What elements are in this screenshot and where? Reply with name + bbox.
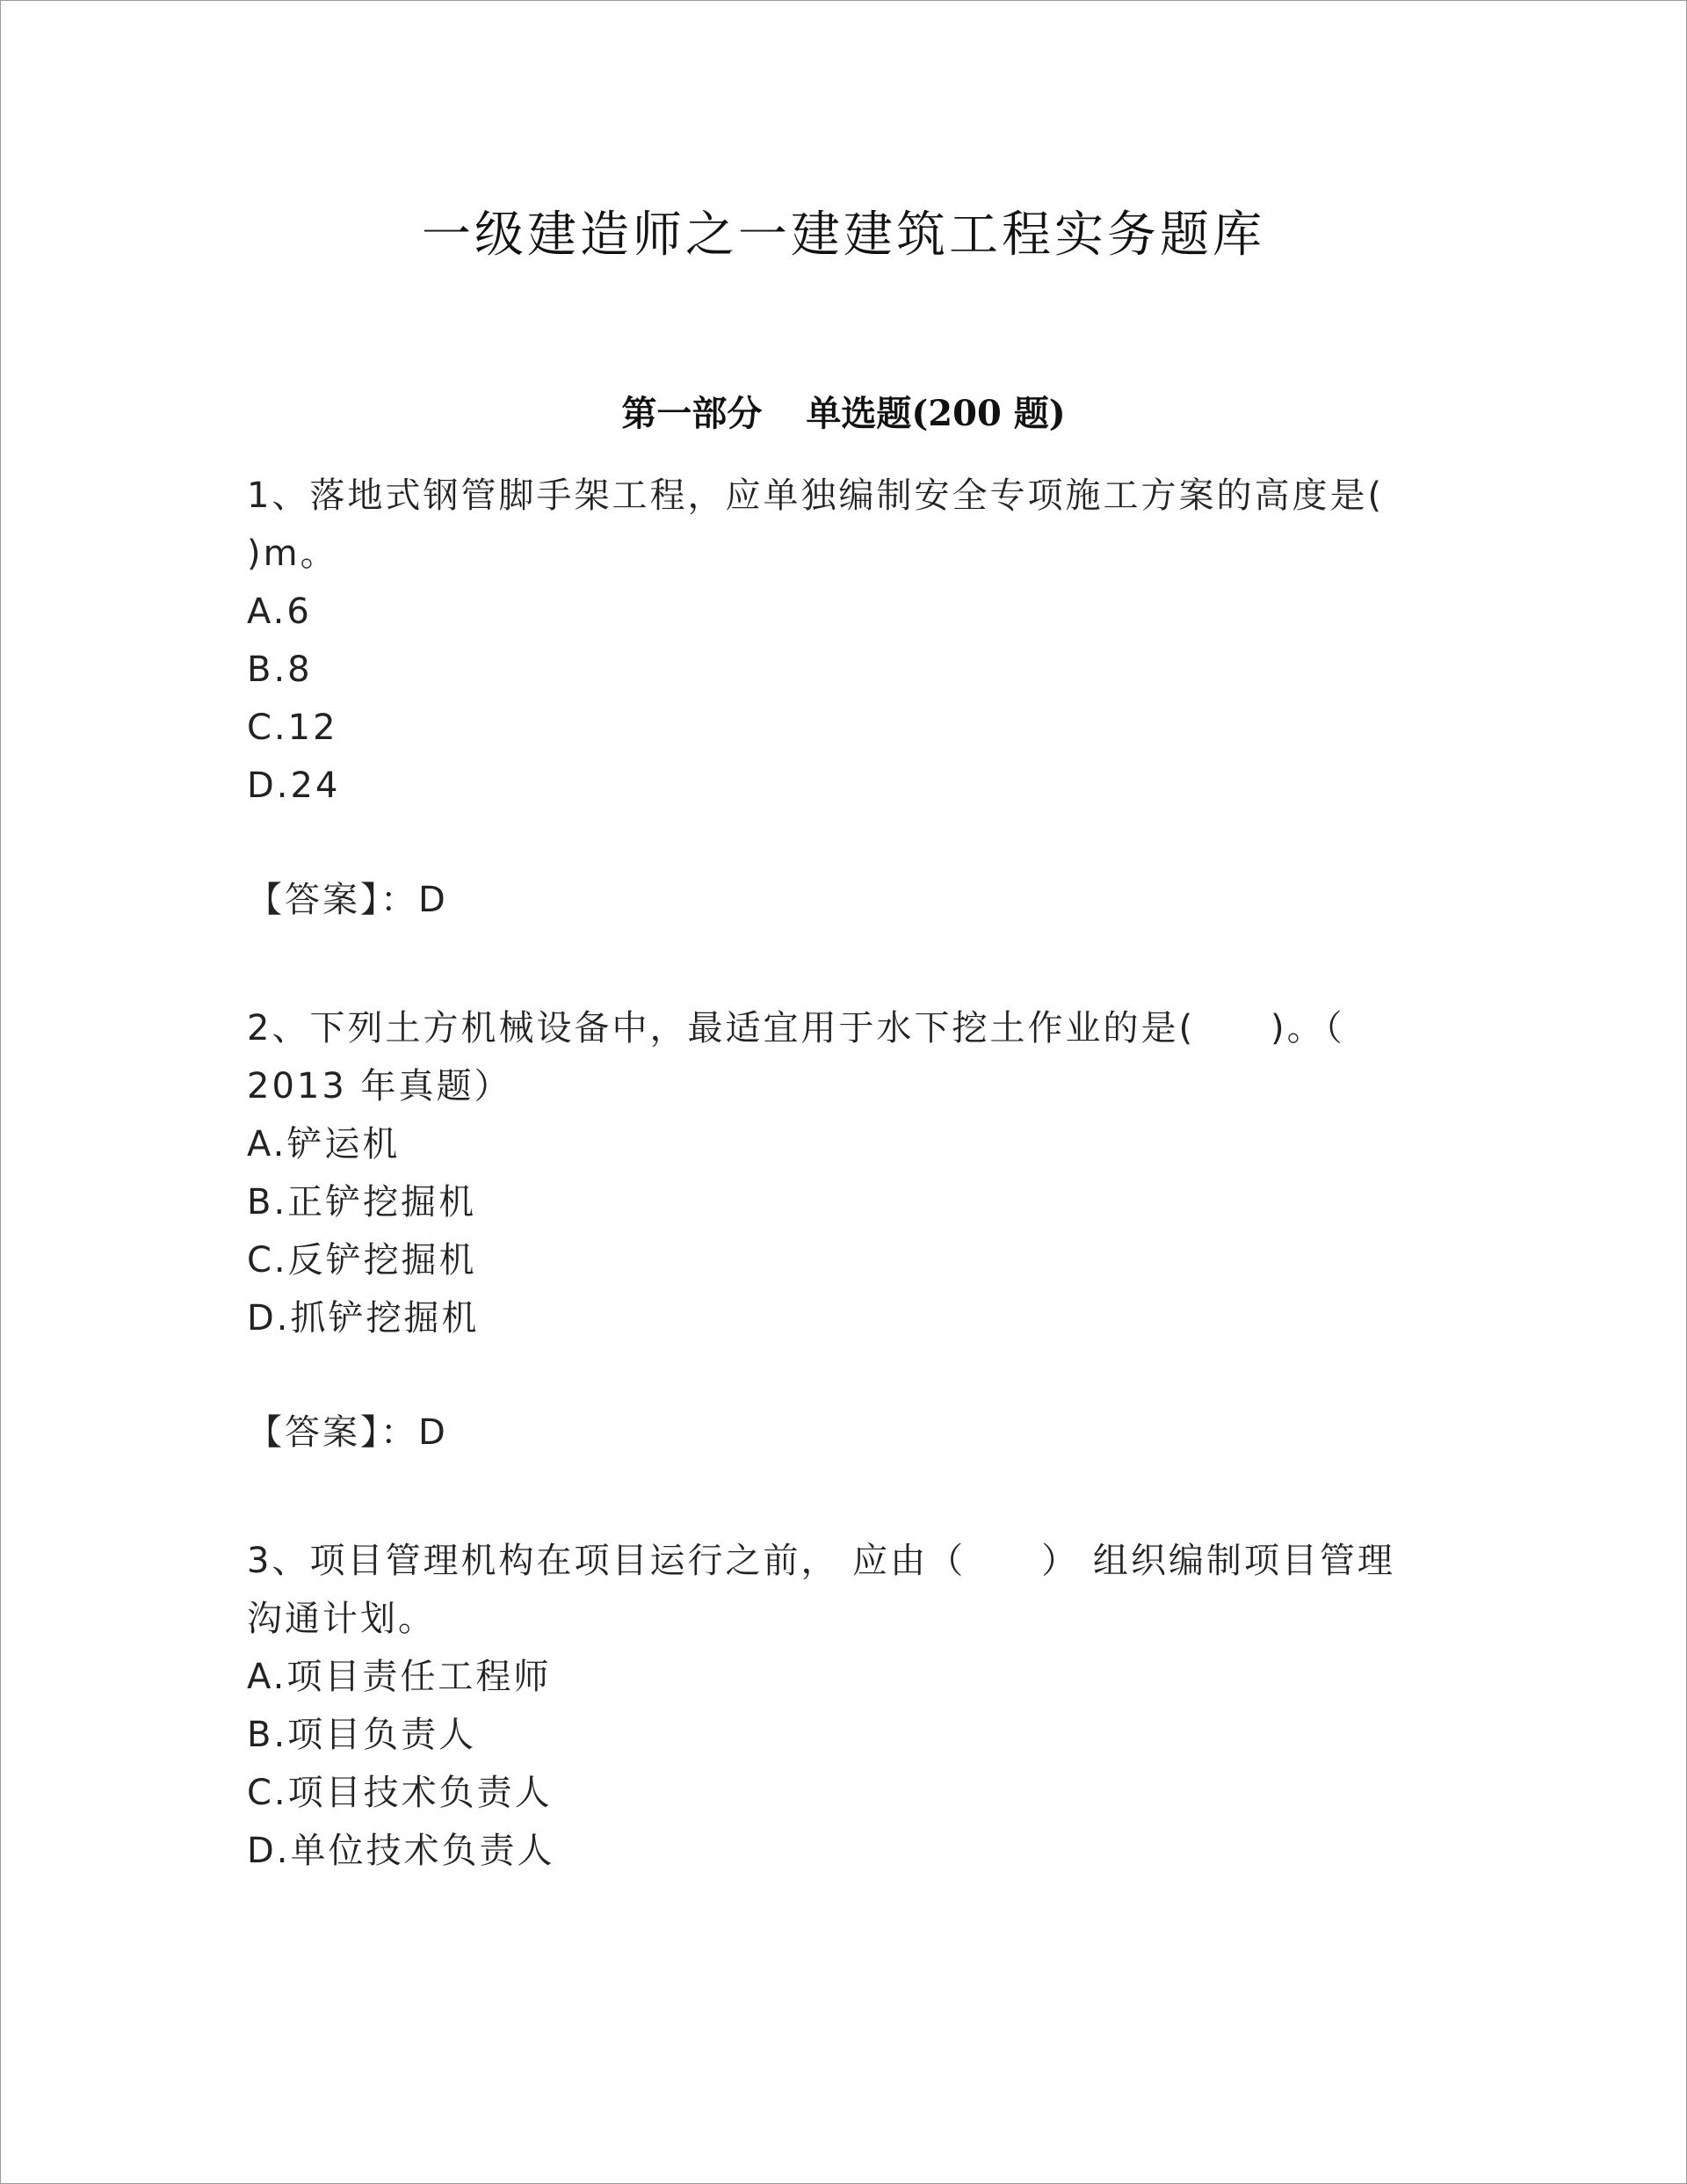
option-b: B.正铲挖掘机 [247, 1182, 477, 1223]
question-1 [247, 467, 1433, 929]
question-text-line: 沟通计划。 [247, 1599, 436, 1639]
section-part: 第一部分 [621, 393, 763, 434]
option-c: C.项目技术负责人 [247, 1773, 553, 1813]
question-2 [247, 999, 1433, 1462]
question-3 [247, 1532, 1433, 1880]
option-a: A.铲运机 [247, 1124, 401, 1165]
option-b: B.项目负责人 [247, 1715, 477, 1755]
option-c: C.12 [247, 707, 338, 748]
section-name: 单选题(200 题) [806, 393, 1066, 434]
option-a: A.6 [247, 591, 312, 632]
document-title: 一级建造师之一建建筑工程实务题库 [422, 207, 1265, 264]
question-text-line: 2013 年真题） [247, 1066, 512, 1107]
option-b: B.8 [247, 649, 313, 690]
question-text-line: )m。 [247, 533, 338, 574]
option-d: D.单位技术负责人 [247, 1831, 555, 1871]
option-a: A.项目责任工程师 [247, 1657, 552, 1697]
question-text-line: 1、落地式钢管脚手架工程，应单独编制安全专项施工方案的高度是( [247, 475, 1385, 516]
option-d: D.24 [247, 765, 341, 806]
answer-label: 【答案】：D [247, 880, 448, 920]
answer-label: 【答案】：D [247, 1412, 448, 1453]
question-text-line: 3、项目管理机构在项目运行之前， 应由（ ） 组织编制项目管理 [247, 1541, 1395, 1581]
option-d: D.抓铲挖掘机 [247, 1298, 480, 1339]
section-heading [1, 386, 1686, 436]
question-text-line: 2、下列土方机械设备中，最适宜用于水下挖土作业的是( )。（ [247, 1008, 1345, 1048]
option-c: C.反铲挖掘机 [247, 1240, 477, 1281]
question-list [247, 467, 1433, 1880]
